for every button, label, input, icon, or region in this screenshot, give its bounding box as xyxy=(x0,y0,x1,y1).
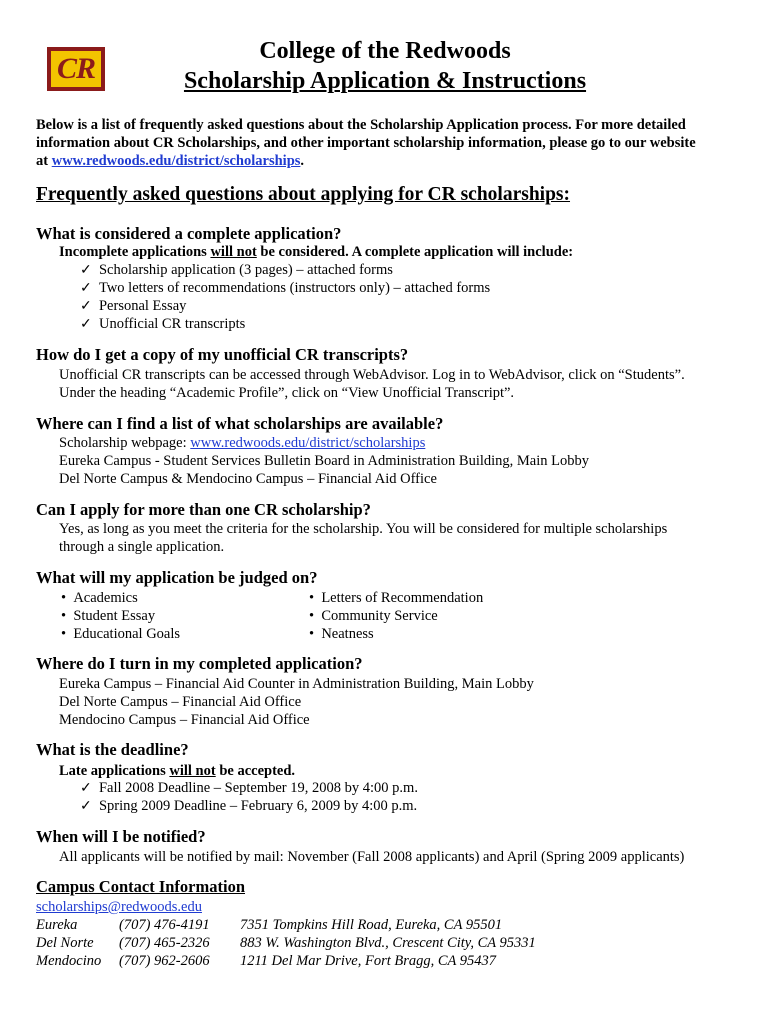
intro-prefix: at xyxy=(36,153,52,169)
campus-address: 883 W. Washington Blvd., Crescent City, CA 95331 xyxy=(240,935,536,951)
question-transcripts: How do I get a copy of my unofficial CR transcripts? xyxy=(36,345,409,364)
criteria-item xyxy=(61,607,155,625)
checklist-item xyxy=(80,279,490,298)
note-text: Late applications xyxy=(59,763,170,779)
checklist-text: Two letters of recommendations (instructors only) – attached forms xyxy=(98,280,491,296)
checklist-item xyxy=(80,261,393,280)
note-text: be considered. A complete application will include: xyxy=(256,244,574,260)
criteria-item xyxy=(61,625,180,643)
answer-label: Scholarship webpage: xyxy=(59,435,191,451)
checklist-text: Unofficial CR transcripts xyxy=(98,316,246,332)
answer-line xyxy=(59,434,425,452)
bullet-icon: • xyxy=(309,626,315,642)
deadline-text: Spring 2009 Deadline – February 6, 2009 by 4:00 p.m. xyxy=(98,798,418,814)
bullet-icon: • xyxy=(61,590,67,606)
campus-phone: (707) 962-2606 xyxy=(119,953,210,969)
note-emphasis: will not xyxy=(210,244,257,260)
contact-heading: Campus Contact Information xyxy=(36,877,246,896)
checkmark-icon: ✓ xyxy=(80,781,92,796)
bullet-icon: • xyxy=(61,608,67,624)
bullet-icon: • xyxy=(61,626,67,642)
intro-line xyxy=(36,152,736,170)
campus-phone: (707) 465-2326 xyxy=(119,935,210,951)
criteria-text: Educational Goals xyxy=(73,626,181,642)
answer-line: Yes, as long as you meet the criteria for the scholarship. You will be considered for multiple scholarships xyxy=(59,521,668,537)
deadline-item xyxy=(80,797,417,816)
checkmark-icon: ✓ xyxy=(80,799,92,814)
campus-name: Eureka xyxy=(36,917,78,933)
faq-heading: Frequently asked questions about applying for CR scholarships: xyxy=(36,184,571,205)
contact-email-link[interactable] xyxy=(36,898,202,916)
note-emphasis: will not xyxy=(169,763,216,779)
note-text: be accepted. xyxy=(215,763,296,779)
complete-application-note xyxy=(59,243,573,261)
checkmark-icon: ✓ xyxy=(80,263,92,278)
campus-name: Mendocino xyxy=(36,953,102,969)
page-title: College of the Redwoods xyxy=(259,38,511,64)
note-text: Incomplete applications xyxy=(59,244,211,260)
campus-name: Del Norte xyxy=(36,935,94,951)
answer-line: through a single application. xyxy=(59,539,225,555)
campus-address: 1211 Del Mar Drive, Fort Bragg, CA 95437 xyxy=(240,953,497,969)
answer-line: Del Norte Campus – Financial Aid Office xyxy=(59,694,302,710)
criteria-text: Community Service xyxy=(321,608,438,624)
checklist-item xyxy=(80,315,245,334)
deadline-item xyxy=(80,779,418,798)
criteria-text: Neatness xyxy=(321,626,374,642)
criteria-item xyxy=(61,589,138,607)
question-notification: When will I be notified? xyxy=(36,827,206,846)
bullet-icon: • xyxy=(309,590,315,606)
criteria-item xyxy=(309,589,483,607)
question-deadline: What is the deadline? xyxy=(36,740,189,759)
question-multiple-scholarships: Can I apply for more than one CR scholarship? xyxy=(36,500,371,519)
checklist-item xyxy=(80,297,186,316)
answer-line: Eureka Campus - Student Services Bulletin Board in Administration Building, Main Lobby xyxy=(59,453,590,469)
answer-line: Unofficial CR transcripts can be accessed through WebAdvisor. Log in to WebAdvisor, click on “Students”. xyxy=(59,367,685,383)
intro-suffix: . xyxy=(300,153,305,169)
answer-line: All applicants will be notified by mail: November (Fall 2008 applicants) and April (Spring 2009 applicants) xyxy=(59,849,685,865)
checklist-text: Personal Essay xyxy=(98,298,187,314)
answer-line: Under the heading “Academic Profile”, click on “View Unofficial Transcript”. xyxy=(59,385,515,401)
checkmark-icon: ✓ xyxy=(80,317,92,332)
criteria-text: Student Essay xyxy=(73,608,156,624)
question-turn-in: Where do I turn in my completed application? xyxy=(36,654,363,673)
deadline-note xyxy=(59,762,295,780)
criteria-text: Letters of Recommendation xyxy=(321,590,484,606)
checkmark-icon: ✓ xyxy=(80,281,92,296)
answer-line: Del Norte Campus & Mendocino Campus – Financial Aid Office xyxy=(59,471,437,487)
question-scholarship-list: Where can I find a list of what scholarships are available? xyxy=(36,414,444,433)
email-text[interactable]: scholarships@redwoods.edu xyxy=(36,899,202,915)
campus-phone: (707) 476-4191 xyxy=(119,917,210,933)
checkmark-icon: ✓ xyxy=(80,299,92,314)
question-judging-criteria: What will my application be judged on? xyxy=(36,568,318,587)
answer-line: Eureka Campus – Financial Aid Counter in Administration Building, Main Lobby xyxy=(59,676,534,692)
page-subtitle: Scholarship Application & Instructions xyxy=(183,68,587,94)
answer-line: Mendocino Campus – Financial Aid Office xyxy=(59,712,310,728)
campus-address: 7351 Tompkins Hill Road, Eureka, CA 95501 xyxy=(240,917,503,933)
intro-paragraph xyxy=(36,116,736,170)
bullet-icon: • xyxy=(309,608,315,624)
scholarship-webpage-link[interactable]: www.redwoods.edu/district/scholarships xyxy=(190,435,426,451)
intro-line: information about CR Scholarships, and other important scholarship information, please go to our website xyxy=(36,135,696,151)
question-complete-application: What is considered a complete application? xyxy=(36,224,342,243)
intro-line: Below is a list of frequently asked questions about the Scholarship Application process. For more detailed xyxy=(36,117,686,133)
checklist-text: Scholarship application (3 pages) – attached forms xyxy=(98,262,393,278)
criteria-item xyxy=(309,625,374,643)
deadline-text: Fall 2008 Deadline – September 19, 2008 by 4:00 p.m. xyxy=(98,780,418,796)
scholarships-link[interactable]: www.redwoods.edu/district/scholarships xyxy=(51,153,301,169)
logo-text: CR xyxy=(56,52,96,85)
criteria-text: Academics xyxy=(73,590,138,606)
criteria-item xyxy=(309,607,438,625)
